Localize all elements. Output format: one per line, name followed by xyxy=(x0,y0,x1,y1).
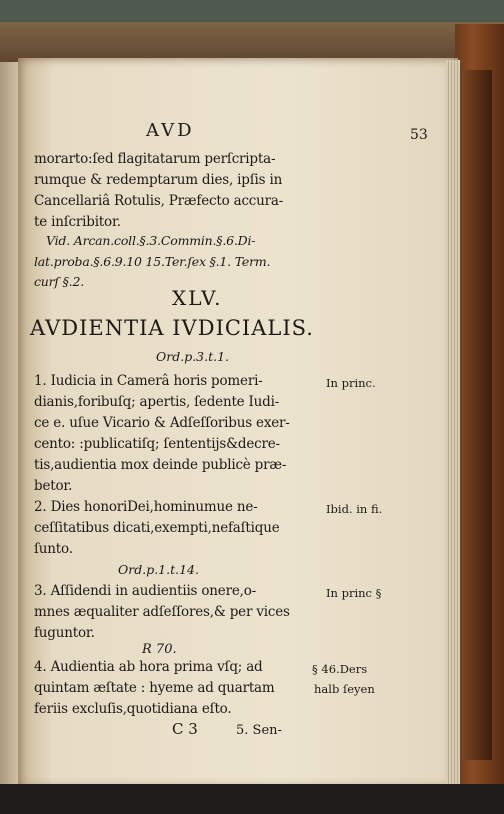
text-line: 1. Iudicia in Camerâ horis pomeri- xyxy=(34,373,263,389)
margin-note: In princ. xyxy=(326,376,376,390)
margin-note: § 46.Ders xyxy=(312,662,368,676)
text-line: quintam æſtate : hyeme ad quartam xyxy=(34,680,275,696)
signature-mark: C 3 xyxy=(172,720,198,738)
text-line: dianis,foribuſq; apertis, ſedente Iudi- xyxy=(34,394,280,410)
text-line: 3. Aſſidendi in audientiis onere,o- xyxy=(34,583,257,599)
text-line: ce e. uſue Vicario & Adſeſſoribus exer- xyxy=(34,415,290,431)
text-line: cento: :publicatiſq; ſententijs&decre- xyxy=(34,436,280,452)
text-line: fuguntor. xyxy=(34,625,95,641)
page-block-edge xyxy=(446,60,460,786)
text-line: ſunto. xyxy=(34,541,73,557)
reference-line: lat.proba.§.6.9.10 15.Ter.ſex §.1. Term. xyxy=(34,254,271,269)
text-line: feriis excluſis,quotidiana eſto. xyxy=(34,701,232,717)
margin-note: halb ſeyen xyxy=(314,682,375,696)
text-line: betor. xyxy=(34,478,73,494)
margin-note: Ibid. in fi. xyxy=(326,502,383,516)
margin-note: In princ § xyxy=(326,586,382,600)
text-line: te inſcribitor. xyxy=(34,214,121,230)
ordinance-reference: Ord.p.3.t.1. xyxy=(156,349,230,364)
text-line: Cancellariâ Rotulis, Præfecto accura- xyxy=(34,193,284,209)
text-line: 2. Dies honoriDei,hominumue ne- xyxy=(34,499,258,515)
section-title: AVDIENTIA IVDICIALIS. xyxy=(30,316,314,340)
rule-reference: R 70. xyxy=(142,642,177,657)
catchword: 5. Sen- xyxy=(236,723,282,738)
text-line: morarto:ſed flagitatarum perſcripta- xyxy=(34,151,276,167)
reference-line: Vid. Arcan.coll.§.3.Commin.§.6.Di- xyxy=(46,233,256,248)
book-top-edge xyxy=(0,22,504,62)
section-number: XLV. xyxy=(172,286,223,310)
text-line: ceſſitatibus dicati,exempti,nefaſtique xyxy=(34,520,280,536)
text-line: tis,audientia mox deinde publicè præ- xyxy=(34,457,287,473)
ordinance-reference: Ord.p.1.t.14. xyxy=(118,562,199,577)
running-head: AVD xyxy=(146,120,195,141)
text-line: rumque & redemptarum dies, ipſis in xyxy=(34,172,283,188)
background-bottom xyxy=(0,784,504,814)
folio-number: 53 xyxy=(410,127,428,143)
text-line: mnes æqualiter adſeſſores,& per vices xyxy=(34,604,290,620)
book-cover-edge xyxy=(462,70,492,760)
text-line: 4. Audientia ab hora prima vſq; ad xyxy=(34,659,263,675)
reference-line: curſ §.2. xyxy=(34,274,84,289)
